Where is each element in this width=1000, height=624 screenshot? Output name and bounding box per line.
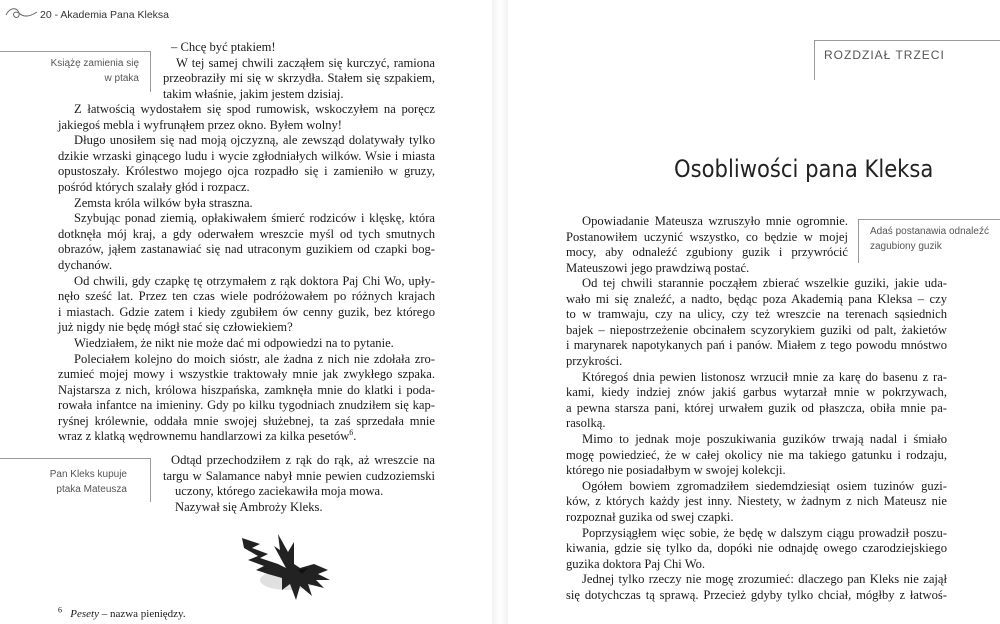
running-header: 20 - Akademia Pana Kleksa (40, 9, 169, 21)
paragraph-block-narrow-2: Odtąd przechodziłem z rąk do rąk, aż wreszcie na targu w Salamance nabył mnie pewien cudzoziemski uczony, którego zaciekawiła moja mowa. Nazywał się Ambroży Kleks. (163, 453, 435, 514)
sidenote-left-2: Pan Kleks kupuje ptaka Mateusza (49, 469, 127, 495)
sidenote-rule-vertical (150, 458, 151, 502)
chapter-label-rule-vertical (814, 40, 815, 80)
paragraph-block-narrow: Opowiadanie Mateusza wzruszyło mnie ogromnie. Postanowiłem uczynić wszystko, co będzie w mojej mocy, aby odnaleźć zgubiony guzik i przywrócić Mateuszowi jego prawdziwą postać. (566, 214, 848, 275)
sidenote-left-1: Książę zamienia się w ptaka (50, 58, 139, 84)
sidenote-rule-vertical (150, 51, 151, 92)
sidenote-rule (0, 458, 150, 459)
footnote: $^6$ Pesety – nazwa pieniędzy. (58, 605, 186, 620)
flourish-ornament-icon (4, 4, 38, 22)
chapter-label: ROZDZIAŁ TRZECI (824, 48, 945, 62)
paragraph-block-narrow-1: – Chcę być ptakiem! W tej samej chwili zacząłem się kurczyć, ramiona przeobraziły mi się w skrzydła. Stałem się szpakiem, takim właśnie, jakim jestem dzisiaj. (163, 40, 435, 101)
sidenote-right: Adaś postanawia odnaleźć zagubiony guzik (870, 226, 989, 252)
chapter-label-rule (814, 40, 1000, 41)
book-gutter (492, 0, 508, 624)
right-page (508, 0, 1000, 624)
flying-bird-illustration-icon (238, 524, 334, 610)
sidenote-rule (0, 51, 150, 52)
sidenote-rule (858, 219, 1000, 220)
sidenote-rule-vertical (858, 219, 859, 263)
chapter-title: Osobliwości pana Kleksa (674, 155, 934, 183)
footnote-marker: 6 (349, 428, 354, 438)
paragraph-block-wide: Od tej chwili starannie począłem zbierać wszelkie guziki, jakie uda- wało mi się znaleźć, a nadto, będąc poza Akademią pana Kleksa – czy to w tramwaju, czy na ulicy, czy też wreszcie na terenach sąsiednich bajek – niepostrzeżenie obcinałem scyzorykiem guziki od palt, żakietów i marynarek napotykanych pań i panów. Miałem z tego powodu mnóstwo przykrości. Któregoś dnia pewien listonosz wrzucił mnie za karę do basenu z ra- kami, kiedy indziej znów jakiś garbus wytarzał mnie w pokrzywach, a pewna starsza pani, której urwałem guzik od płaszcza, obiła mnie pa- rasolką. Mimo to jednak moje poszukiwania guzików trwają nadal i śmiało mogę powiedzieć, że w całej okolicy nie ma takiego gatunku i rodzaju, którego nie posiadałbym w swojej kolekcji. Ogółem bowiem zgromadziłem siedemdziesiąt osiem tuzinów guzi- ków, z których każdy jest inny. Niestety, w żadnym z nich Mateusz nie rozpoznał guzika od swej czapki. Poprzysiągłem więc sobie, że będę w dalszym ciągu prowadził poszu- kiwania, gdzie się tylko da, dopóki nie odnajdę owego czarodziejskiego guzika doktora Paj Chi Wo. Jednej tylko rzeczy nie mogę zrozumieć: dlaczego pan Kleks nie zajął się dotychczas tą sprawą. Przecież gdyby tylko chciał, mógłby z łatwoś- (566, 276, 947, 602)
left-page (0, 0, 492, 624)
paragraph-block-wide: Z łatwością wydostałem się spod rumowisk, wskoczyłem na poręcz jakiegoś mebla i wyfrunąłem przez okno. Byłem wolny! Długo unosiłem się nad moją ojczyzną, ale zewsząd dolatywały tylko dzikie wrzaski ginącego ludu i wycie zgłodniałych wilków. Wsie i miasta opustoszały. Królestwo mojego ojca rozpadło się i zamieniło w gruzy, pośród których szalały głód i rozpacz. Zemsta króla wilków była straszna. Szybując ponad ziemią, opłakiwałem śmierć rodziców i klęskę, która dotknęła mój kraj, a gdy oderwałem wreszcie myśl od tych smutnych obrazów, jąłem zastanawiać się nad utraconym guzikiem od czapki bog- dychanów. Od chwili, gdy czapkę tę otrzymałem z rąk doktora Paj Chi Wo, upły- nęło sześć lat. Przez ten czas wiele podróżowałem po różnych krajach i miastach. Gdzie zatem i kiedy zgubiłem ów cenny guzik, bez którego już nigdy nie będę mógł stać się człowiekiem? Wiedziałem, że nikt nie może dać mi odpowiedzi na to pytanie. Poleciałem kolejno do moich sióstr, ale żadna z nich nie zdołała zro- zumieć mojej mowy i wszystkie traktowały mnie jak zwykłego szpaka. Najstarsza z nich, królowa hiszpańska, zamknęła mnie do klatki i poda- rowała infantce na imieniny. Gdy po kilku tygodniach znudziłem się kap- ryśnej królewnie, oddała mnie swojej służebnej, ta zaś sprzedała mnie wraz z klatką wędrownemu handlarzowi za kilka pesetów$^6$. (58, 102, 435, 444)
